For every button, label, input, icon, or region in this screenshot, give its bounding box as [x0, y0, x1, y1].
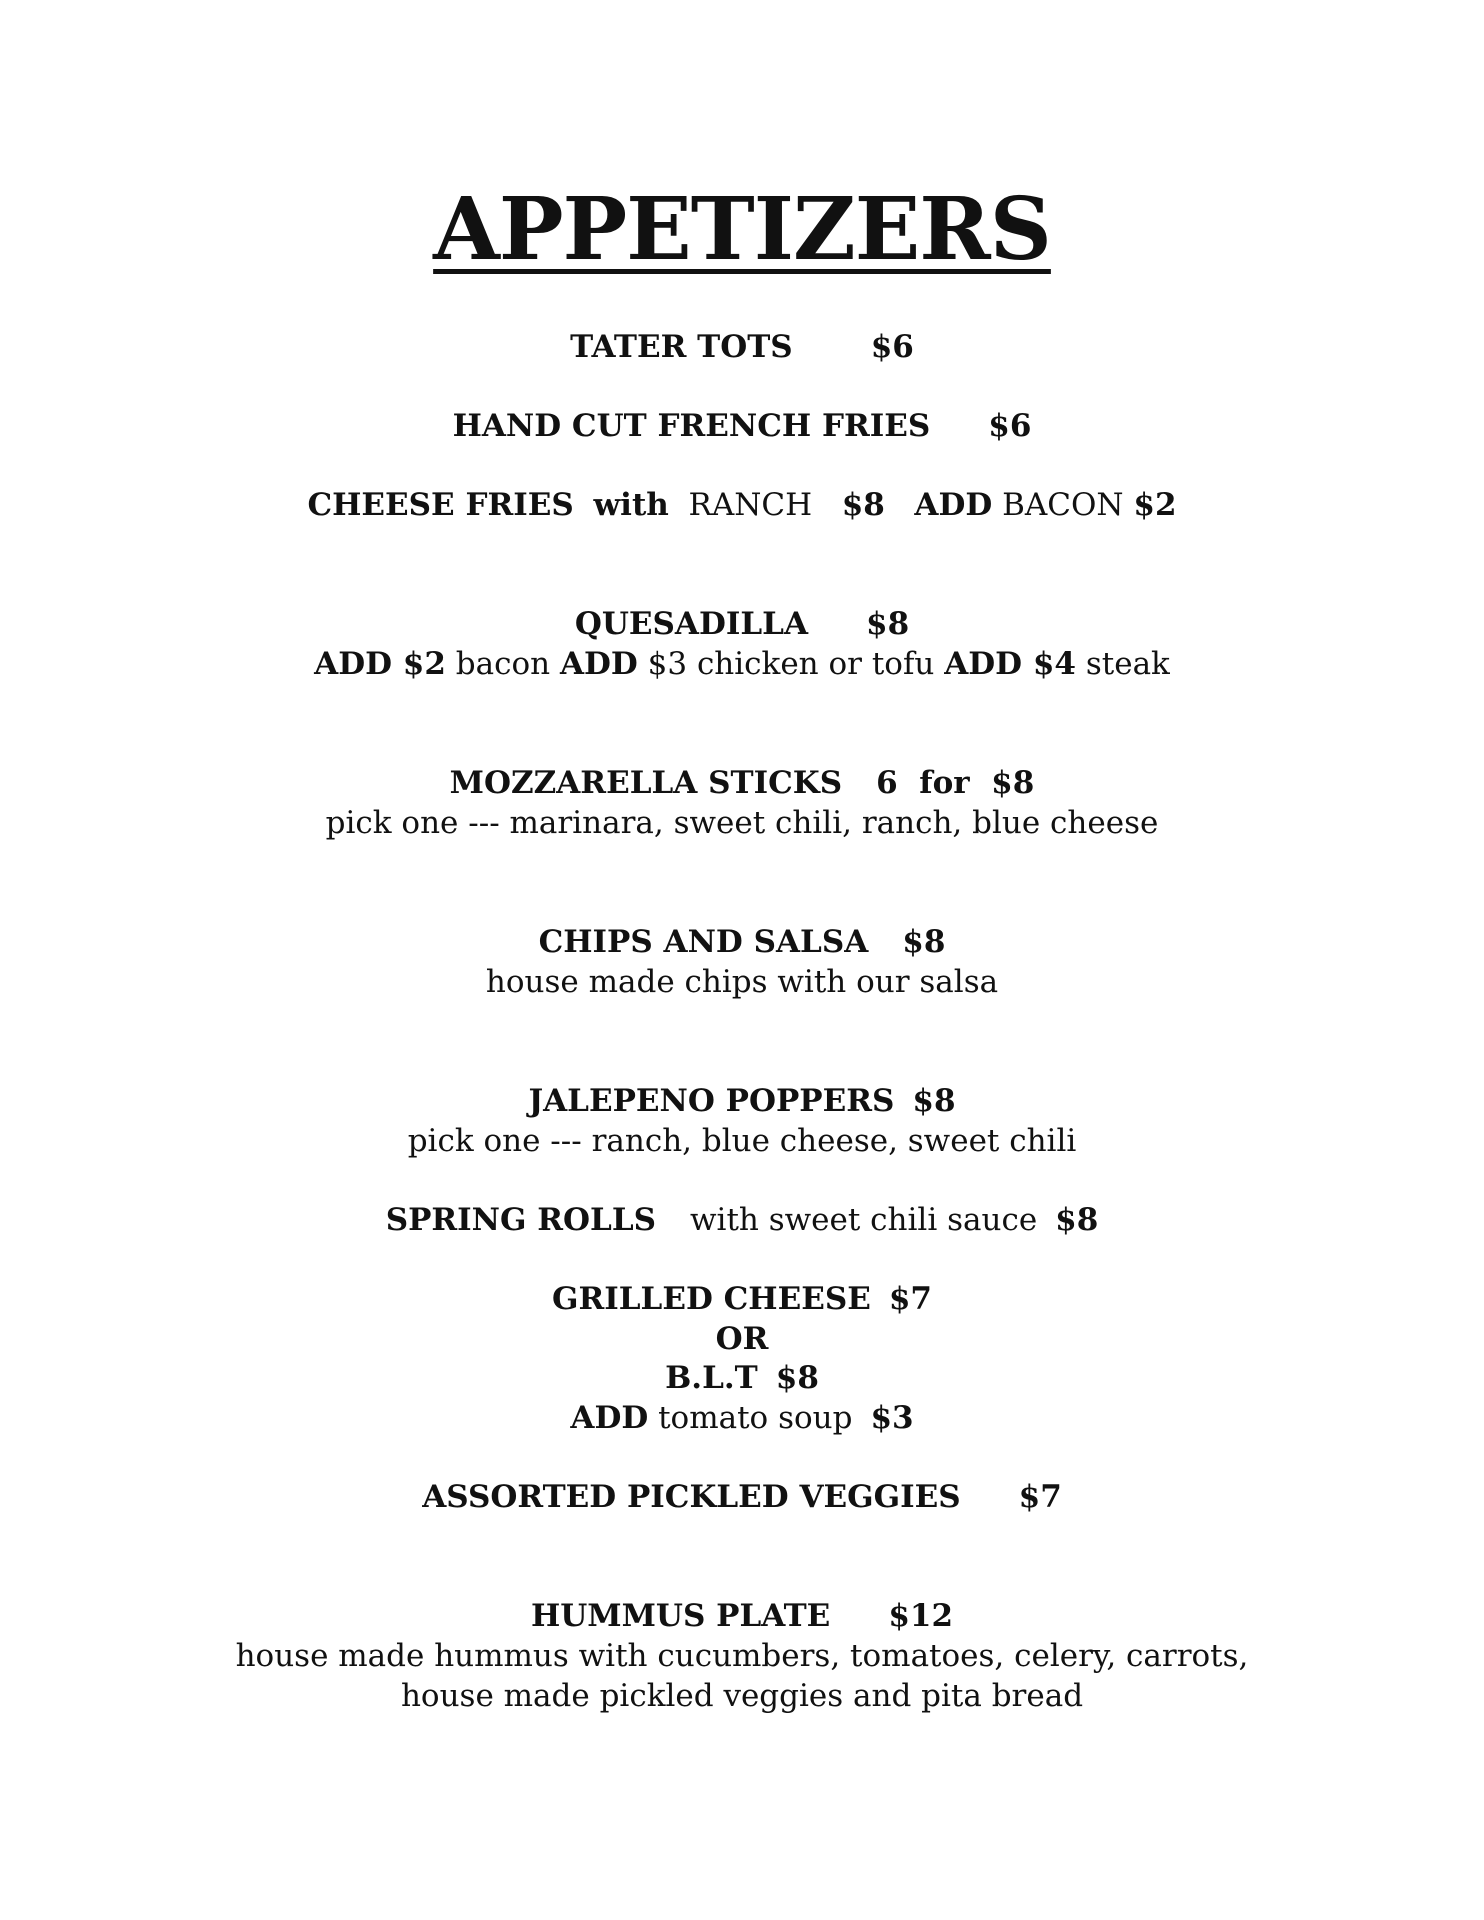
item-name: GRILLED CHEESE: [551, 1281, 871, 1317]
item-add: ADD: [570, 1400, 649, 1436]
addon-1: ADD $2: [314, 646, 446, 682]
addon-2-item: $3 chicken or tofu: [647, 646, 935, 682]
item-add-price: $3: [870, 1400, 914, 1436]
item-desc: with sweet chili sauce: [690, 1202, 1038, 1238]
item-tater-tots: [0, 327, 1484, 367]
item-jalepeno-poppers: [0, 1081, 1484, 1121]
item-name: QUESADILLA: [574, 606, 808, 642]
item-cheese-fries: [0, 485, 1484, 525]
item-price: $12: [888, 1598, 954, 1634]
item-price: 6 for $8: [876, 765, 1035, 801]
addon-3-item: steak: [1085, 646, 1170, 682]
item-desc: house made chips with our salsa: [485, 964, 999, 1000]
addon-2: ADD: [559, 646, 638, 682]
item-price: $8: [841, 487, 885, 523]
item-name: B.L.T: [665, 1360, 758, 1396]
item-quesadilla: [0, 604, 1484, 644]
item-hummus-desc-2: [0, 1676, 1484, 1716]
item-price: $8: [902, 924, 946, 960]
item-price: $8: [866, 606, 910, 642]
item-addon: BACON: [1002, 487, 1124, 523]
item-spring-rolls: [0, 1200, 1484, 1240]
item-name: MOZZARELLA STICKS: [449, 765, 843, 801]
item-price: $8: [1055, 1202, 1099, 1238]
item-chips-salsa: [0, 922, 1484, 962]
item-add: ADD: [914, 487, 993, 523]
item-with: with: [593, 487, 669, 523]
item-hummus-plate: [0, 1596, 1484, 1636]
addon-3: ADD $4: [944, 646, 1076, 682]
item-name: TATER TOTS: [570, 329, 793, 365]
item-name: CHIPS AND SALSA: [538, 924, 869, 960]
item-or-text: OR: [715, 1321, 769, 1357]
item-mozzarella-desc: [0, 803, 1484, 843]
item-hummus-desc-1: [0, 1636, 1484, 1676]
item-price: $7: [888, 1281, 932, 1317]
item-desc: house made pickled veggies and pita bread: [400, 1678, 1084, 1714]
item-name: CHEESE FRIES: [307, 487, 574, 523]
item-name: HUMMUS PLATE: [530, 1598, 831, 1634]
menu-title-text: APPETIZERS: [433, 179, 1051, 280]
addon-1-item: bacon: [455, 646, 551, 682]
item-blt: [0, 1358, 1484, 1398]
item-or: [0, 1319, 1484, 1359]
item-add-item: tomato soup: [658, 1400, 853, 1436]
item-quesadilla-addons: [0, 644, 1484, 684]
item-sauce: RANCH: [688, 487, 813, 523]
menu-title: [0, 180, 1484, 280]
item-pickled-veggies: [0, 1477, 1484, 1517]
item-price: $7: [1018, 1479, 1062, 1515]
item-name: SPRING ROLLS: [385, 1202, 656, 1238]
item-french-fries: [0, 406, 1484, 446]
item-jalepeno-desc: [0, 1121, 1484, 1161]
item-desc: pick one --- marinara, sweet chili, ranch, blue cheese: [325, 805, 1159, 841]
item-name: JALEPENO POPPERS: [528, 1083, 895, 1119]
item-tomato-soup: [0, 1398, 1484, 1438]
item-name: ASSORTED PICKLED VEGGIES: [422, 1479, 961, 1515]
item-name: HAND CUT FRENCH FRIES: [452, 408, 931, 444]
item-price: $6: [988, 408, 1032, 444]
item-grilled-cheese: [0, 1279, 1484, 1319]
item-price: $8: [775, 1360, 819, 1396]
item-addon-price: $2: [1133, 487, 1177, 523]
item-price: $6: [870, 329, 914, 365]
item-desc: pick one --- ranch, blue cheese, sweet chili: [407, 1123, 1077, 1159]
item-price: $8: [912, 1083, 956, 1119]
item-desc: house made hummus with cucumbers, tomatoes, celery, carrots,: [235, 1638, 1249, 1674]
item-chips-salsa-desc: [0, 962, 1484, 1002]
item-mozzarella-sticks: [0, 763, 1484, 803]
